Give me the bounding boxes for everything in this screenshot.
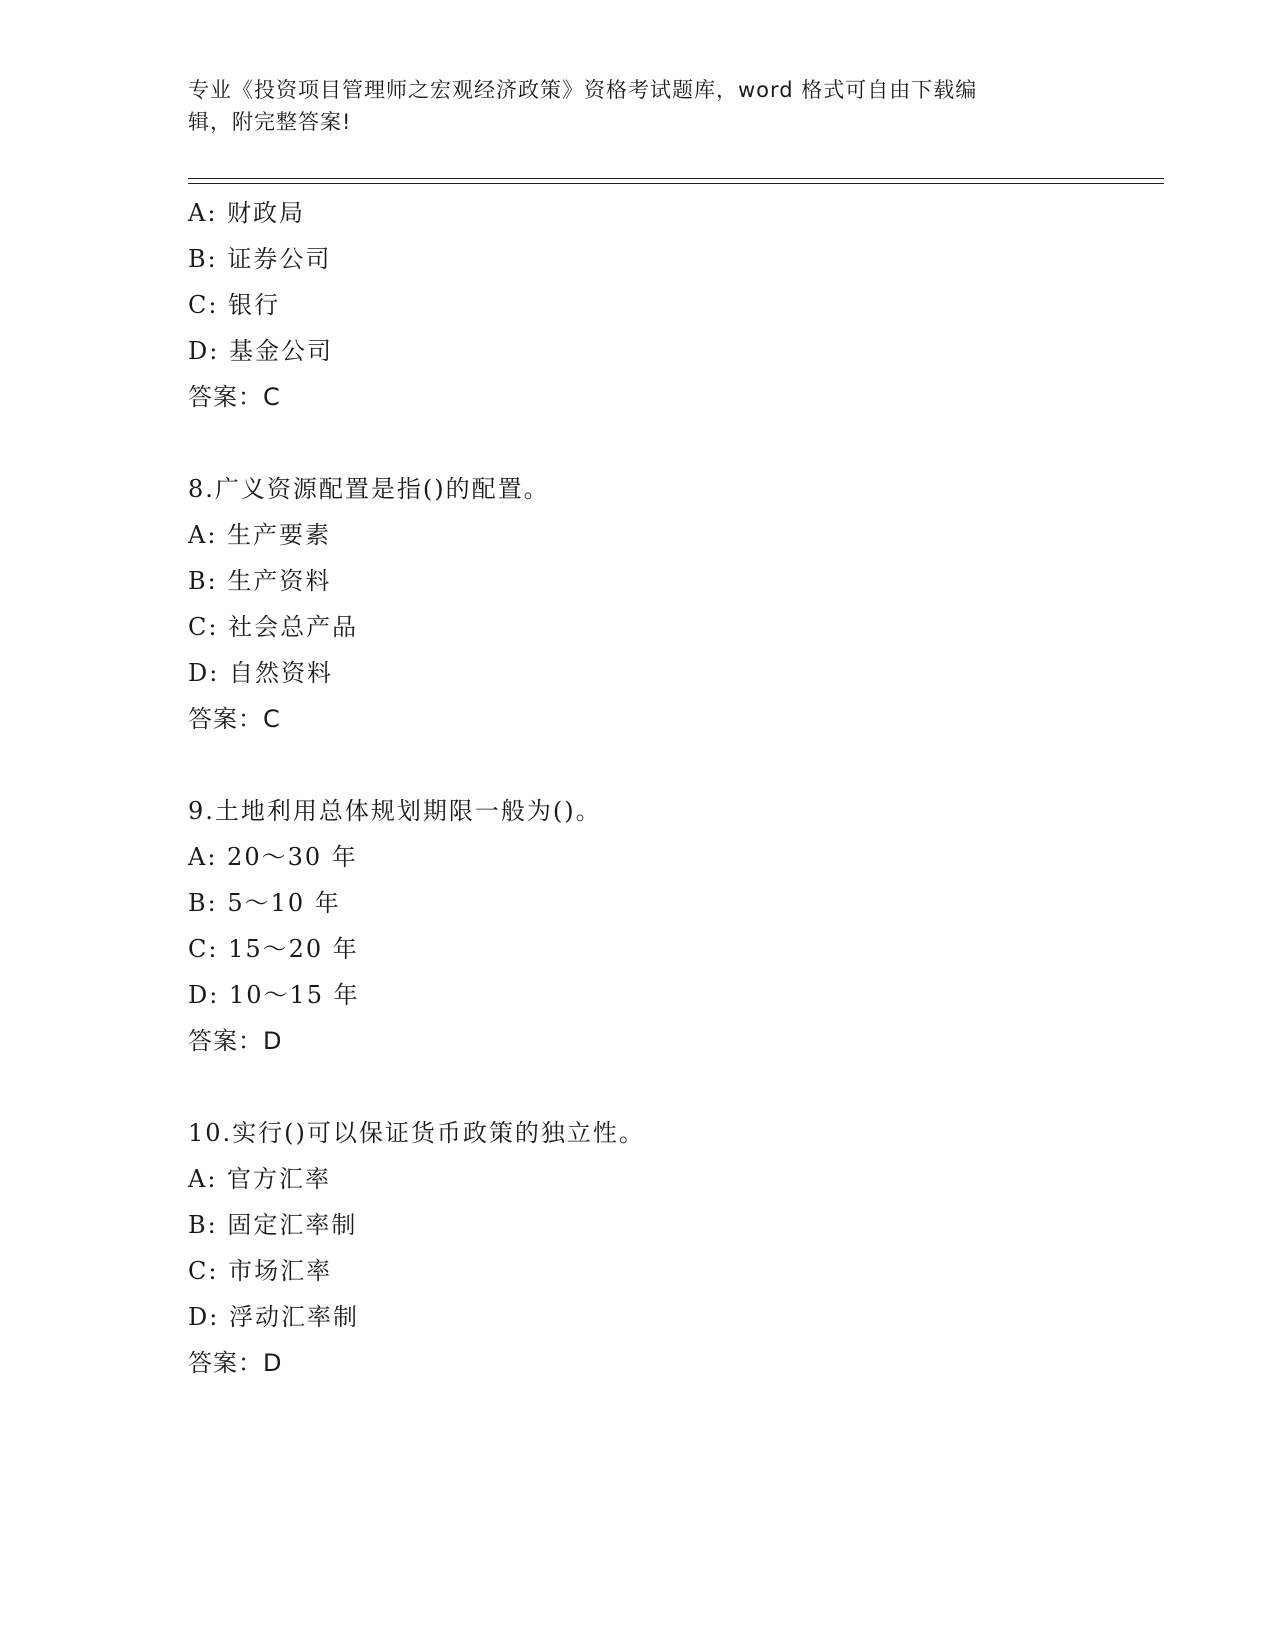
option-a: A: 官方汇率	[188, 1165, 332, 1193]
question-block-9	[188, 788, 1148, 1064]
option-c: C: 市场汇率	[188, 1257, 333, 1285]
question-text: 10.实行()可以保证货币政策的独立性。	[188, 1119, 645, 1147]
option-b: B: 证券公司	[188, 245, 332, 273]
answer-line: 答案：C	[188, 383, 281, 411]
option-b: B: 5～10 年	[188, 889, 341, 917]
question-text: 9.土地利用总体规划期限一般为()。	[188, 797, 602, 825]
option-a: A: 生产要素	[188, 521, 332, 549]
answer-line: 答案：D	[188, 1027, 283, 1055]
header-divider-bottom	[188, 183, 1164, 184]
answer-line: 答案：D	[188, 1349, 283, 1377]
question-block-10	[188, 1110, 1148, 1386]
question-list	[188, 190, 1148, 1386]
question-block-8	[188, 466, 1148, 742]
answer-line: 答案：C	[188, 705, 281, 733]
option-b: B: 生产资料	[188, 567, 332, 595]
header-line-2: 辑，附完整答案!	[188, 110, 352, 134]
spacer	[188, 420, 1148, 466]
option-b: B: 固定汇率制	[188, 1211, 358, 1239]
option-a: A: 20～30 年	[188, 843, 358, 871]
option-a: A: 财政局	[188, 199, 306, 227]
option-c: C: 银行	[188, 291, 281, 319]
option-d: D: 浮动汇率制	[188, 1303, 359, 1331]
header-line-1: 专业《投资项目管理师之宏观经济政策》资格考试题库，word 格式可自由下载编	[188, 78, 978, 102]
question-block-7	[188, 190, 1148, 420]
document-header	[188, 74, 1068, 138]
option-d: D: 10～15 年	[188, 981, 360, 1009]
option-c: C: 社会总产品	[188, 613, 359, 641]
spacer	[188, 1064, 1148, 1110]
spacer	[188, 742, 1148, 788]
option-c: C: 15～20 年	[188, 935, 359, 963]
option-d: D: 自然资料	[188, 659, 333, 687]
option-d: D: 基金公司	[188, 337, 333, 365]
question-text: 8.广义资源配置是指()的配置。	[188, 475, 550, 503]
header-divider-top	[188, 178, 1164, 179]
